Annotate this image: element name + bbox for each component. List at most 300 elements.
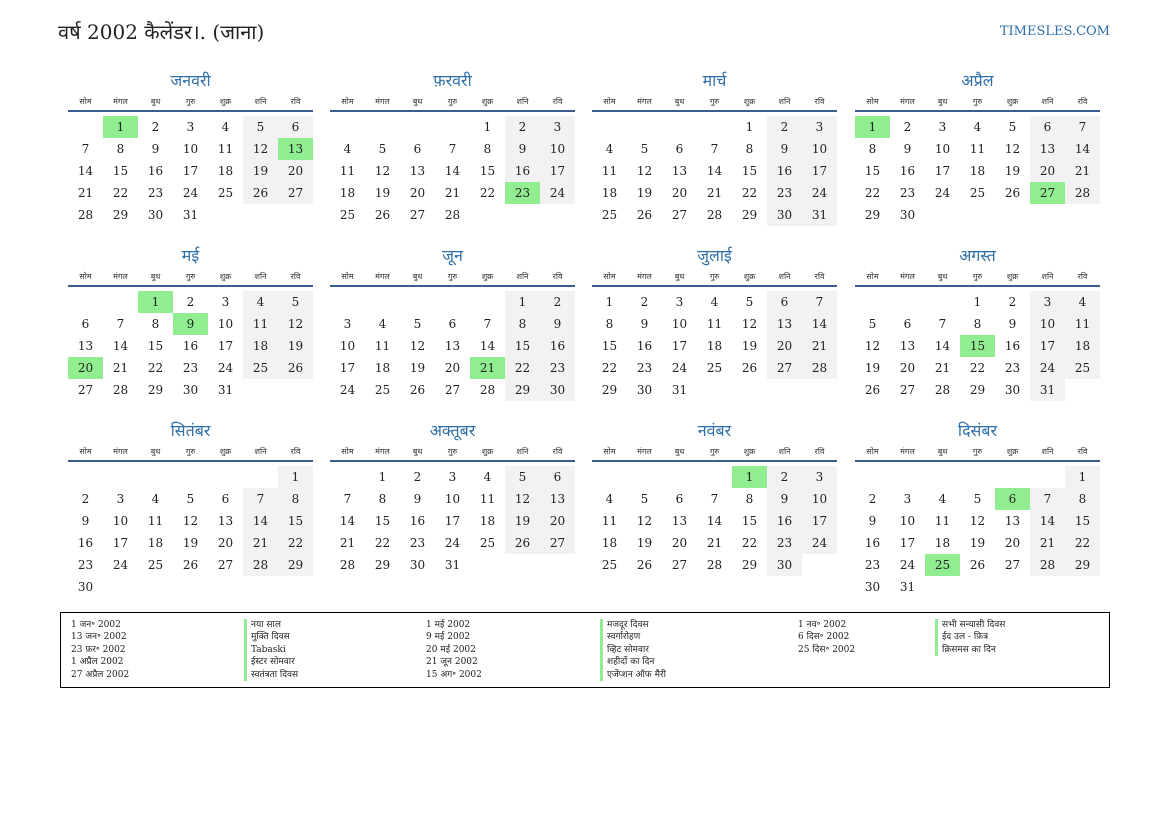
weekday-label: बुध: [412, 96, 423, 106]
day-cell: 10: [899, 514, 916, 528]
day-cell: 13: [444, 339, 461, 353]
day-cell: 20: [767, 335, 802, 357]
day-cell: 13: [1030, 138, 1065, 160]
weekday-label: सोम: [79, 96, 92, 106]
day-cell: 5: [278, 291, 313, 313]
day-cell: 31: [802, 204, 837, 226]
weekday-label: रवि: [290, 271, 301, 281]
weekday-label: शुक्र: [219, 271, 232, 281]
day-cell: 28: [339, 558, 356, 572]
holiday-col-1-names: [244, 619, 298, 681]
day-cell: 12: [969, 514, 986, 528]
month-name: अक्तूबर: [429, 421, 476, 440]
day-cell: 9: [767, 488, 802, 510]
weekday-header: [855, 267, 1100, 287]
day-cell: 26: [741, 361, 758, 375]
day-cell: 1: [973, 295, 982, 309]
day-cell: 10: [339, 339, 356, 353]
day-cell: 27: [1030, 182, 1065, 204]
day-cell: 18: [969, 164, 986, 178]
holiday-col-3-names: [935, 619, 1005, 656]
holiday-date: 15 अग॰ 2002: [426, 669, 482, 680]
holiday-col-1-dates: [71, 619, 129, 681]
day-cell: 19: [409, 361, 426, 375]
day-cell: 3: [186, 120, 195, 134]
day-cell: 24: [540, 182, 575, 204]
weekday-label: शुक्र: [219, 96, 232, 106]
day-cell: 10: [540, 138, 575, 160]
day-cell: 23: [899, 186, 916, 200]
day-grid: [592, 291, 837, 401]
day-cell: 8: [1065, 488, 1100, 510]
weekday-header: [592, 92, 837, 112]
day-cell: 5: [505, 466, 540, 488]
empty-cell: [208, 466, 243, 488]
day-cell: 6: [81, 317, 90, 331]
weekday-label: शनि: [254, 96, 267, 106]
holiday-date: 1 जन॰ 2002: [71, 620, 121, 630]
day-cell: 16: [636, 339, 653, 353]
day-cell: 24: [339, 383, 356, 397]
day-cell: 3: [675, 295, 684, 309]
day-cell: 21: [706, 536, 723, 550]
day-cell: 18: [217, 164, 234, 178]
empty-cell: [697, 116, 732, 138]
weekday-label: बुध: [412, 271, 423, 281]
day-cell: 24: [934, 186, 951, 200]
weekday-label: शुक्र: [743, 271, 756, 281]
day-grid: [592, 116, 837, 226]
weekday-label: मंगल: [113, 96, 128, 106]
holiday-list: [60, 612, 1110, 688]
day-cell: 19: [636, 536, 653, 550]
day-cell: 26: [182, 558, 199, 572]
weekday-label: शुक्र: [1006, 271, 1019, 281]
weekday-header: [855, 92, 1100, 112]
day-cell: 13: [77, 339, 94, 353]
day-cell: 9: [767, 138, 802, 160]
day-cell: 3: [938, 120, 947, 134]
day-cell: 9: [505, 138, 540, 160]
day-cell: 4: [243, 291, 278, 313]
day-cell: 25: [479, 536, 496, 550]
weekday-label: मंगल: [637, 96, 652, 106]
day-cell: 8: [868, 142, 877, 156]
day-cell: 24: [802, 532, 837, 554]
weekday-label: सोम: [341, 446, 354, 456]
day-grid: [592, 466, 837, 576]
day-cell: 22: [741, 536, 758, 550]
day-cell: 30: [1004, 383, 1021, 397]
day-cell: 15: [374, 514, 391, 528]
day-cell: 3: [540, 116, 575, 138]
weekday-label: शुक्र: [481, 96, 494, 106]
month-block: [592, 70, 837, 226]
weekday-label: बुध: [674, 271, 685, 281]
day-cell: 7: [448, 142, 457, 156]
day-cell: 9: [540, 313, 575, 335]
day-cell: 17: [112, 536, 129, 550]
day-cell: 16: [899, 164, 916, 178]
day-cell: 13: [899, 339, 916, 353]
day-cell: 28: [706, 558, 723, 572]
empty-cell: [435, 291, 470, 313]
day-cell: 18: [243, 335, 278, 357]
weekday-label: गुरु: [185, 446, 196, 456]
empty-cell: [103, 466, 138, 488]
holiday-name: सभी सन्यासी दिवस: [935, 619, 1005, 631]
day-cell: 14: [444, 164, 461, 178]
day-cell: 8: [973, 317, 982, 331]
day-cell: 24: [112, 558, 129, 572]
day-cell: 2: [413, 470, 422, 484]
day-cell: 19: [969, 536, 986, 550]
weekday-label: मंगल: [375, 96, 390, 106]
day-cell: 21: [339, 536, 356, 550]
day-cell: 3: [343, 317, 352, 331]
month-block: [330, 70, 575, 226]
day-cell: 1: [138, 291, 173, 313]
weekday-label: शुक्र: [743, 446, 756, 456]
day-cell: 3: [221, 295, 230, 309]
weekday-label: शनि: [1041, 96, 1054, 106]
month-block: [330, 245, 575, 401]
day-cell: 14: [112, 339, 129, 353]
day-cell: 21: [77, 186, 94, 200]
month-block: [592, 420, 837, 576]
weekday-label: सोम: [603, 446, 616, 456]
weekday-label: मंगल: [900, 271, 915, 281]
day-cell: 15: [864, 164, 881, 178]
holiday-date: 1 मई 2002: [426, 620, 471, 630]
day-cell: 8: [278, 488, 313, 510]
day-cell: 12: [741, 317, 758, 331]
day-cell: 3: [448, 470, 457, 484]
day-cell: 12: [636, 164, 653, 178]
empty-cell: [925, 466, 960, 488]
day-cell: 27: [767, 357, 802, 379]
day-cell: 6: [675, 492, 684, 506]
day-cell: 5: [378, 142, 387, 156]
weekday-label: बुध: [150, 96, 161, 106]
day-cell: 20: [444, 361, 461, 375]
day-cell: 23: [864, 558, 881, 572]
day-cell: 26: [864, 383, 881, 397]
weekday-label: रवि: [552, 271, 563, 281]
day-cell: 29: [741, 208, 758, 222]
holiday-col-2-names: [600, 619, 666, 681]
day-cell: 11: [1065, 313, 1100, 335]
day-cell: 18: [374, 361, 391, 375]
day-cell: 22: [505, 357, 540, 379]
weekday-label: शनि: [1041, 271, 1054, 281]
weekday-label: बुध: [412, 446, 423, 456]
day-cell: 1: [1065, 466, 1100, 488]
day-cell: 3: [802, 466, 837, 488]
day-cell: 1: [378, 470, 387, 484]
day-cell: 2: [767, 116, 802, 138]
day-cell: 16: [147, 164, 164, 178]
weekday-label: शनि: [1041, 446, 1054, 456]
holiday-name: एजेंप्शन ऑफ मैरी: [600, 669, 666, 681]
day-cell: 3: [1030, 291, 1065, 313]
day-cell: 22: [864, 186, 881, 200]
day-cell: 14: [706, 514, 723, 528]
weekday-label: गुरु: [709, 96, 720, 106]
day-cell: 30: [147, 208, 164, 222]
weekday-label: मंगल: [113, 271, 128, 281]
empty-cell: [470, 291, 505, 313]
month-name: जुलाई: [697, 246, 732, 265]
weekday-label: गुरु: [185, 96, 196, 106]
day-cell: 9: [173, 313, 208, 335]
day-cell: 31: [899, 580, 916, 594]
day-cell: 13: [409, 164, 426, 178]
empty-cell: [330, 116, 365, 138]
day-cell: 17: [899, 536, 916, 550]
weekday-header: [68, 267, 313, 287]
weekday-label: शनि: [516, 96, 529, 106]
day-cell: 18: [601, 536, 618, 550]
day-cell: 9: [81, 514, 90, 528]
empty-cell: [592, 116, 627, 138]
weekday-label: गुरु: [709, 271, 720, 281]
day-cell: 14: [77, 164, 94, 178]
holiday-name: शहीदों का दिन: [600, 656, 666, 668]
day-cell: 10: [1030, 313, 1065, 335]
day-cell: 5: [868, 317, 877, 331]
day-cell: 25: [601, 208, 618, 222]
day-cell: 11: [601, 164, 618, 178]
day-cell: 28: [1030, 554, 1065, 576]
empty-cell: [662, 466, 697, 488]
day-cell: 5: [413, 317, 422, 331]
day-cell: 2: [868, 492, 877, 506]
day-cell: 19: [1004, 164, 1021, 178]
empty-cell: [138, 466, 173, 488]
empty-cell: [662, 116, 697, 138]
day-cell: 23: [505, 182, 540, 204]
day-cell: 24: [802, 182, 837, 204]
day-cell: 15: [960, 335, 995, 357]
day-cell: 13: [217, 514, 234, 528]
month-name: फ़रवरी: [433, 71, 472, 90]
month-block: [330, 420, 575, 576]
day-cell: 26: [278, 357, 313, 379]
day-cell: 20: [540, 510, 575, 532]
day-cell: 5: [1008, 120, 1017, 134]
day-cell: 4: [378, 317, 387, 331]
day-cell: 20: [671, 186, 688, 200]
weekday-label: बुध: [674, 446, 685, 456]
day-cell: 11: [374, 339, 391, 353]
day-cell: 27: [444, 383, 461, 397]
month-name: जनवरी: [170, 71, 211, 90]
day-cell: 1: [505, 291, 540, 313]
weekday-label: रवि: [1077, 271, 1088, 281]
day-cell: 19: [505, 510, 540, 532]
day-cell: 17: [444, 514, 461, 528]
day-cell: 5: [243, 116, 278, 138]
day-cell: 6: [540, 466, 575, 488]
day-cell: 18: [147, 536, 164, 550]
holiday-name: स्वर्गारोहण: [600, 631, 666, 643]
day-grid: [68, 116, 313, 226]
day-cell: 8: [745, 142, 754, 156]
day-cell: 22: [278, 532, 313, 554]
day-cell: 25: [969, 186, 986, 200]
day-cell: 27: [671, 208, 688, 222]
day-cell: 21: [1065, 160, 1100, 182]
day-cell: 22: [374, 536, 391, 550]
day-cell: 22: [741, 186, 758, 200]
day-cell: 26: [636, 208, 653, 222]
weekday-label: गुरु: [972, 96, 983, 106]
day-cell: 1: [278, 466, 313, 488]
month-block: [68, 245, 313, 401]
weekday-label: गुरु: [447, 271, 458, 281]
holiday-name: मजदूर दिवस: [600, 619, 666, 631]
weekday-label: शनि: [778, 446, 791, 456]
day-cell: 23: [767, 182, 802, 204]
empty-cell: [400, 291, 435, 313]
holiday-name: नया साल: [244, 619, 298, 631]
day-cell: 14: [1065, 138, 1100, 160]
day-cell: 26: [1004, 186, 1021, 200]
day-cell: 5: [640, 142, 649, 156]
day-cell: 13: [671, 514, 688, 528]
holiday-name: क्रिसमस का दिन: [935, 644, 1005, 656]
day-cell: 14: [1030, 510, 1065, 532]
day-cell: 17: [540, 160, 575, 182]
month-name: नवंबर: [697, 421, 732, 440]
day-cell: 18: [1065, 335, 1100, 357]
day-cell: 25: [925, 554, 960, 576]
day-cell: 4: [483, 470, 492, 484]
weekday-label: मंगल: [375, 271, 390, 281]
day-cell: 28: [1065, 182, 1100, 204]
day-cell: 25: [339, 208, 356, 222]
weekday-label: सोम: [866, 446, 879, 456]
weekday-label: गुरु: [709, 446, 720, 456]
day-cell: 21: [934, 361, 951, 375]
holiday-name: ईस्टर सोमवार: [244, 656, 298, 668]
day-cell: 24: [899, 558, 916, 572]
day-cell: 18: [601, 186, 618, 200]
day-cell: 24: [671, 361, 688, 375]
day-cell: 15: [479, 164, 496, 178]
day-cell: 7: [116, 317, 125, 331]
day-cell: 8: [483, 142, 492, 156]
day-cell: 28: [479, 383, 496, 397]
day-cell: 1: [732, 466, 767, 488]
day-cell: 2: [186, 295, 195, 309]
weekday-label: गुरु: [185, 271, 196, 281]
day-cell: 14: [934, 339, 951, 353]
day-cell: 28: [444, 208, 461, 222]
day-grid: [855, 466, 1100, 598]
day-cell: 1: [103, 116, 138, 138]
holiday-name: Tabaski: [244, 644, 298, 656]
day-cell: 20: [1004, 536, 1021, 550]
day-cell: 29: [147, 383, 164, 397]
holiday-name: ईद उल - फ़ित्र: [935, 631, 1005, 643]
site-link[interactable]: TIMESLES.COM: [999, 24, 1110, 39]
day-cell: 30: [540, 379, 575, 401]
day-cell: 22: [147, 361, 164, 375]
day-cell: 1: [855, 116, 890, 138]
day-cell: 12: [182, 514, 199, 528]
weekday-header: [855, 442, 1100, 462]
month-name: जून: [442, 246, 463, 265]
weekday-label: बुध: [937, 446, 948, 456]
day-cell: 29: [374, 558, 391, 572]
weekday-header: [68, 92, 313, 112]
day-cell: 3: [802, 116, 837, 138]
day-cell: 13: [278, 138, 313, 160]
holiday-col-3-dates: [798, 619, 855, 656]
day-cell: 2: [640, 295, 649, 309]
day-cell: 29: [112, 208, 129, 222]
empty-cell: [330, 291, 365, 313]
day-cell: 12: [243, 138, 278, 160]
day-cell: 26: [969, 558, 986, 572]
day-grid: [330, 466, 575, 576]
day-cell: 23: [409, 536, 426, 550]
day-cell: 20: [68, 357, 103, 379]
day-cell: 26: [505, 532, 540, 554]
day-cell: 23: [77, 558, 94, 572]
day-cell: 12: [864, 339, 881, 353]
day-cell: 2: [81, 492, 90, 506]
day-cell: 23: [540, 357, 575, 379]
day-cell: 28: [77, 208, 94, 222]
day-cell: 30: [864, 580, 881, 594]
holiday-col-2-dates: [426, 619, 482, 681]
day-cell: 5: [640, 492, 649, 506]
month-name: अगस्त: [959, 246, 996, 265]
day-cell: 21: [802, 335, 837, 357]
weekday-header: [330, 267, 575, 287]
weekday-label: रवि: [1077, 446, 1088, 456]
day-cell: 30: [899, 208, 916, 222]
day-cell: 13: [767, 313, 802, 335]
day-cell: 7: [343, 492, 352, 506]
day-cell: 15: [278, 510, 313, 532]
empty-cell: [925, 291, 960, 313]
weekday-label: शुक्र: [481, 271, 494, 281]
month-name: अप्रैल: [961, 71, 994, 90]
weekday-label: सोम: [341, 271, 354, 281]
day-cell: 7: [1030, 488, 1065, 510]
weekday-label: सोम: [341, 96, 354, 106]
weekday-label: सोम: [866, 96, 879, 106]
day-cell: 7: [1065, 116, 1100, 138]
day-cell: 31: [671, 383, 688, 397]
day-cell: 15: [505, 335, 540, 357]
day-cell: 27: [217, 558, 234, 572]
day-cell: 6: [278, 116, 313, 138]
day-cell: 18: [934, 536, 951, 550]
day-cell: 6: [221, 492, 230, 506]
day-grid: [855, 116, 1100, 226]
day-cell: 18: [339, 186, 356, 200]
empty-cell: [400, 116, 435, 138]
day-cell: 4: [605, 492, 614, 506]
month-name: सितंबर: [170, 421, 211, 440]
day-cell: 17: [671, 339, 688, 353]
day-cell: 4: [710, 295, 719, 309]
